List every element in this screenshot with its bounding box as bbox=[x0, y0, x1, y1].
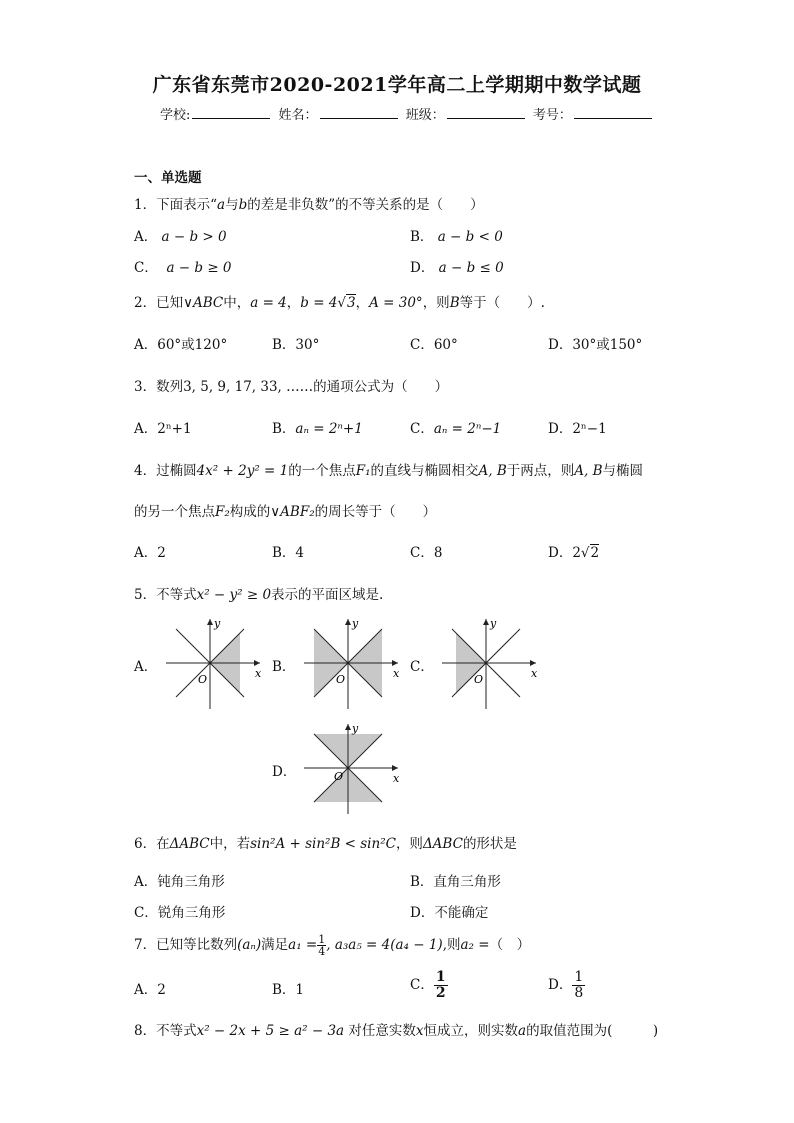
name-blank[interactable] bbox=[320, 106, 398, 119]
q1-option-d[interactable] bbox=[410, 256, 504, 276]
q3-stem-pre: 3．数列 bbox=[134, 379, 184, 395]
q7-option-d[interactable] bbox=[548, 970, 585, 1001]
q4-points-ab: A, B bbox=[478, 463, 507, 479]
q5-option-c[interactable]: C． bbox=[410, 659, 434, 675]
q1-option-d-expr: a − b ≤ 0 bbox=[438, 260, 504, 276]
q2-cond-b: b = 4 bbox=[300, 295, 338, 311]
q7-frac-numerator: 1 bbox=[318, 933, 326, 946]
q8-inequality: x² − 2x + 5 ≥ a² − 3a bbox=[196, 1023, 345, 1039]
school-label: 学校: bbox=[160, 108, 191, 123]
q5-graph-b-y-label: y bbox=[352, 617, 359, 630]
q2-var-b: B bbox=[449, 295, 460, 311]
q2-zh: 中， bbox=[223, 295, 251, 311]
q2-option-d[interactable]: D．30°或150° bbox=[548, 337, 643, 353]
q5-graph-c-origin: O bbox=[474, 673, 484, 686]
q6-triangle-2: ΔABC bbox=[422, 836, 463, 852]
q1-option-c-expr: a − b ≥ 0 bbox=[166, 260, 232, 276]
q8-stem-post: 的取值范围为( ) bbox=[526, 1023, 659, 1039]
q4-focus-f1: F₁ bbox=[355, 463, 371, 479]
q7-option-d-den: 8 bbox=[574, 985, 584, 1001]
q4-point-b: B bbox=[592, 463, 603, 479]
question-6-stem bbox=[134, 832, 517, 852]
q7-post: ,则 bbox=[442, 937, 461, 953]
q6-option-c[interactable]: C．锐角三角形 bbox=[134, 905, 226, 921]
q5-stem-pre: 5．不等式 bbox=[134, 587, 197, 603]
q5-option-d[interactable]: D． bbox=[272, 764, 297, 780]
student-info-line bbox=[160, 104, 656, 123]
q2-post1: ，则 bbox=[422, 295, 450, 311]
q5-graph-c-x-label: x bbox=[531, 667, 538, 680]
q1-stem-pre: 1．下面表示“ bbox=[134, 197, 217, 213]
q7-option-c-label: C． bbox=[410, 977, 434, 993]
q1-stem-mid: 与 bbox=[225, 197, 239, 213]
q5-graph-b-origin: O bbox=[336, 673, 346, 686]
name-label: 姓名： bbox=[278, 108, 318, 123]
q2-option-a[interactable]: A．60°或120° bbox=[134, 337, 228, 353]
q4-line2-a: 的另一个焦点 bbox=[134, 504, 215, 520]
q7-option-a[interactable]: A．2 bbox=[134, 982, 166, 998]
q1-option-b[interactable] bbox=[410, 225, 503, 245]
q6-post1: ，则 bbox=[395, 836, 423, 852]
q7-option-d-fraction bbox=[572, 970, 585, 1001]
q7-frac-denominator: 4 bbox=[318, 945, 326, 958]
q7-paren: （ ） bbox=[489, 937, 531, 953]
q2-cond-angle: A = 30° bbox=[369, 295, 423, 311]
q5-graph-c-y-label: y bbox=[490, 617, 497, 630]
q5-graph-c[interactable] bbox=[436, 615, 546, 713]
q1-option-b-label: B． bbox=[410, 229, 434, 245]
q7-option-c-fraction bbox=[434, 970, 448, 1001]
q5-graph-a[interactable] bbox=[160, 615, 270, 713]
q8-var-a: a bbox=[518, 1023, 527, 1039]
q5-inequality: x² − y² ≥ 0 bbox=[196, 587, 272, 603]
q4-option-d-coef: 2 bbox=[572, 545, 581, 561]
exam-no-label: 考号： bbox=[532, 108, 572, 123]
q4-option-d-root: 2 bbox=[590, 545, 600, 561]
q7-option-d-num: 1 bbox=[574, 969, 584, 985]
q3-option-b-expr: aₙ = 2ⁿ+1 bbox=[295, 421, 363, 437]
question-1-stem bbox=[134, 193, 484, 213]
exam-no-blank[interactable] bbox=[574, 106, 652, 119]
q1-option-d-label: D． bbox=[410, 260, 435, 276]
q4-line2-b: 构成的 bbox=[229, 504, 271, 520]
class-blank[interactable] bbox=[447, 106, 525, 119]
q4-line1-b: 的一个焦点 bbox=[288, 463, 356, 479]
q1-var-a: a bbox=[217, 197, 226, 213]
question-4-stem-line1 bbox=[134, 459, 643, 479]
q1-option-a[interactable] bbox=[134, 225, 227, 245]
q4-line1-c: 的直线与椭圆相交 bbox=[370, 463, 479, 479]
q2-triangle: ∨ABC bbox=[183, 295, 224, 311]
q3-sequence: 3, 5, 9, 17, 33, …… bbox=[183, 379, 314, 395]
q5-graph-b[interactable] bbox=[298, 615, 408, 713]
question-7-stem bbox=[134, 933, 530, 957]
q1-stem-post: 的差是非负数”的不等关系的是（ ） bbox=[247, 197, 484, 213]
q6-stem-pre: 6．在 bbox=[134, 836, 170, 852]
q4-triangle: ∨ABF₂ bbox=[270, 504, 315, 520]
q5-option-b[interactable]: B． bbox=[272, 659, 296, 675]
q6-option-d[interactable]: D．不能确定 bbox=[410, 905, 489, 921]
section-heading: 一、单选题 bbox=[134, 170, 202, 186]
q1-var-b: b bbox=[238, 197, 248, 213]
q4-option-a[interactable]: A．2 bbox=[134, 545, 166, 561]
q7-option-d-label: D． bbox=[548, 977, 573, 993]
q7-option-c[interactable] bbox=[410, 970, 448, 1001]
q2-stem-pre: 2．已知 bbox=[134, 295, 184, 311]
q8-stem-pre: 8．不等式 bbox=[134, 1023, 197, 1039]
q8-stem-mid: 对任意实数 bbox=[348, 1023, 416, 1039]
q6-stem-mid: 中，若 bbox=[209, 836, 251, 852]
q4-option-d-label: D． bbox=[548, 545, 573, 561]
school-blank[interactable] bbox=[192, 106, 270, 119]
q5-graph-a-y-label: y bbox=[214, 617, 221, 630]
q7-option-b[interactable]: B．1 bbox=[272, 982, 305, 998]
q8-stem-mid2: 恒成立，则实数 bbox=[423, 1023, 519, 1039]
q3-option-d[interactable]: D．2ⁿ−1 bbox=[548, 421, 607, 437]
q1-option-c[interactable] bbox=[134, 256, 232, 276]
q5-graph-b-x-label: x bbox=[393, 667, 400, 680]
q5-stem-post: 表示的平面区域是. bbox=[271, 587, 384, 603]
q5-graph-a-x-label: x bbox=[255, 667, 262, 680]
q7-option-c-num: 1 bbox=[435, 969, 446, 985]
q7-condition: , a₃a₅ = 4(a₄ − 1) bbox=[326, 937, 443, 953]
q7-a1-fraction bbox=[317, 934, 326, 957]
q4-line1-a: 4．过椭圆 bbox=[134, 463, 197, 479]
q3-stem-post: 的通项公式为（ ） bbox=[313, 379, 449, 395]
q4-point-a: A, bbox=[574, 463, 589, 479]
q4-option-b[interactable]: B．4 bbox=[272, 545, 305, 561]
question-3-stem bbox=[134, 375, 448, 395]
q6-condition: sin²A + sin²B < sin²C bbox=[250, 836, 396, 852]
question-8-stem bbox=[134, 1019, 658, 1039]
question-4-stem-line2 bbox=[134, 500, 436, 520]
q7-a2: a₂ = bbox=[460, 937, 490, 953]
q3-option-c-expr: aₙ = 2ⁿ−1 bbox=[433, 421, 502, 437]
question-2-stem: 2．已知∨ABC中，a = 4，b = 4√3，A = 30°，则B等于（ ）. bbox=[134, 295, 545, 311]
q6-option-b[interactable]: B．直角三角形 bbox=[410, 874, 501, 890]
q5-graph-d-origin: O bbox=[334, 770, 344, 783]
q4-focus-f2: F₂ bbox=[215, 504, 230, 520]
q4-option-c[interactable]: C．8 bbox=[410, 545, 443, 561]
q7-a1: a₁ = bbox=[288, 937, 318, 953]
q4-line1-e: 与椭圆 bbox=[602, 463, 644, 479]
q4-option-d[interactable]: D．2√2 bbox=[548, 545, 600, 561]
q5-option-a[interactable]: A． bbox=[134, 659, 158, 675]
question-5-stem bbox=[134, 583, 383, 603]
q5-graph-a-origin: O bbox=[198, 673, 208, 686]
q7-option-c-den: 2 bbox=[435, 985, 446, 1001]
q8-var-x: x bbox=[415, 1023, 424, 1039]
class-label: 班级： bbox=[405, 108, 445, 123]
q1-option-b-expr: a − b < 0 bbox=[437, 229, 503, 245]
q3-option-a[interactable]: A．2ⁿ+1 bbox=[134, 421, 192, 437]
q4-ellipse: 4x² + 2y² = 1 bbox=[196, 463, 289, 479]
q2-cond-b-root: 3 bbox=[347, 295, 356, 311]
page-title: 广东省东莞市2020-2021学年高二上学期期中数学试题 bbox=[152, 74, 642, 96]
q6-option-a[interactable]: A．钝角三角形 bbox=[134, 874, 225, 890]
q1-option-c-label: C． bbox=[134, 260, 158, 276]
q3-option-c[interactable] bbox=[410, 417, 501, 437]
q4-line1-d: 于两点，则 bbox=[506, 463, 575, 479]
q3-option-b[interactable] bbox=[272, 417, 363, 437]
q3-option-b-label: B． bbox=[272, 421, 296, 437]
q7-stem-pre: 7．已知等比数列 bbox=[134, 937, 238, 953]
q2-option-b[interactable]: B．30° bbox=[272, 337, 320, 353]
q3-option-c-label: C． bbox=[410, 421, 434, 437]
q5-graph-d-y-label: y bbox=[352, 722, 359, 735]
q6-triangle: ΔABC bbox=[169, 836, 210, 852]
q2-cond-a: a = 4 bbox=[250, 295, 287, 311]
q1-option-a-label: A． bbox=[134, 229, 158, 245]
q2-post2: 等于（ ）. bbox=[459, 295, 545, 311]
q4-line2-c: 的周长等于（ ） bbox=[314, 504, 437, 520]
q2-option-c[interactable]: C．60° bbox=[410, 337, 458, 353]
q7-stem-mid: 满足 bbox=[261, 937, 289, 953]
q1-option-a-expr: a − b > 0 bbox=[161, 229, 227, 245]
q5-graph-d-x-label: x bbox=[393, 772, 400, 785]
q7-sequence: (aₙ) bbox=[237, 937, 262, 953]
q5-graph-d[interactable] bbox=[298, 720, 408, 818]
q6-post2: 的形状是 bbox=[462, 836, 517, 852]
